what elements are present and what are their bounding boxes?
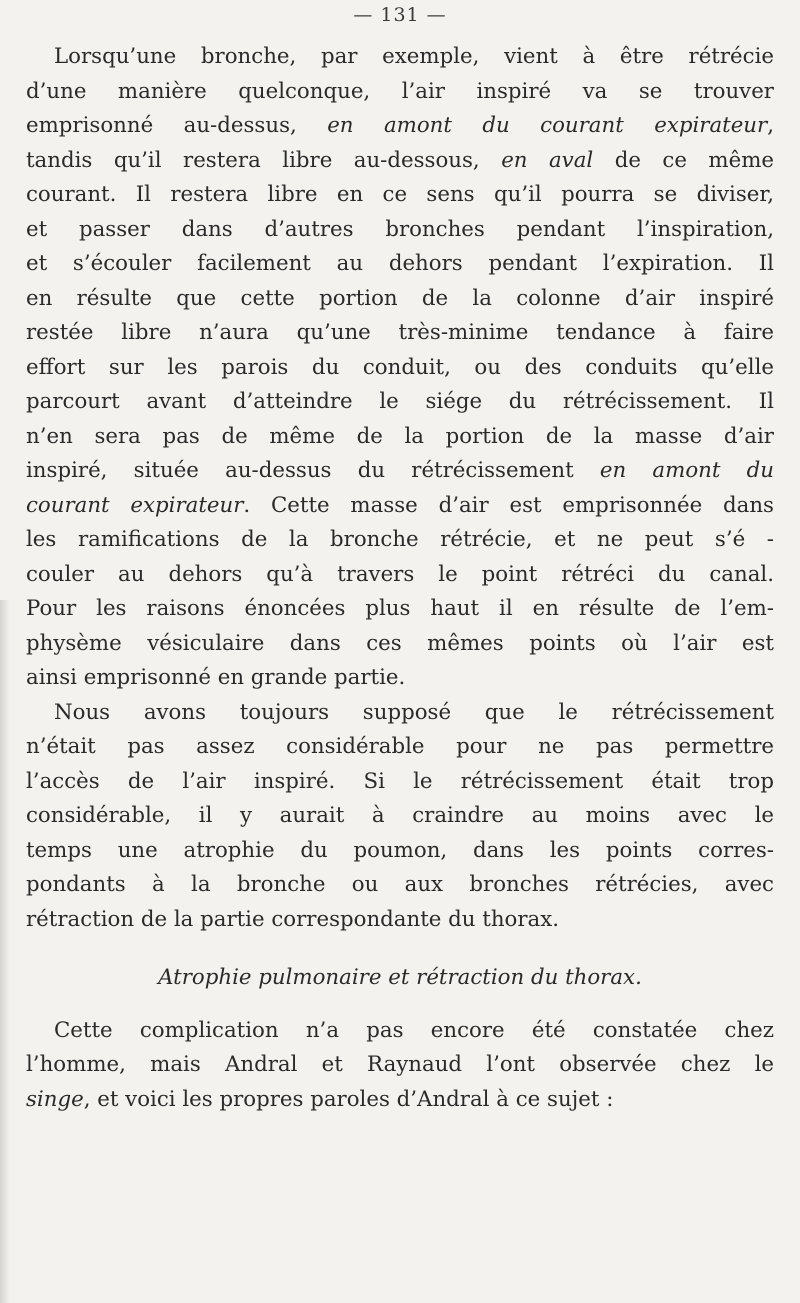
italic-phrase: courant expirateur [26, 492, 244, 518]
text-line: et passer dans d’autres bronches pendant l’inspiration, [26, 216, 774, 242]
text-line: l’homme, mais Andral et Raynaud l’ont observée chez le [26, 1052, 774, 1077]
text-line: considérable, il y aurait à craindre au moins avec le [26, 803, 774, 828]
page-number: — 131 — [353, 4, 447, 26]
text-line [26, 144, 774, 179]
text-span: emprisonné au-dessus, [26, 113, 328, 138]
text-line: restée libre n’aura qu’une très-minime tendance à faire [26, 320, 774, 345]
text-line: temps une atrophie du poumon, dans les points corres- [26, 837, 774, 863]
text-line: Nous avons toujours supposé que le rétrécissement [54, 699, 774, 725]
section-heading: Atrophie pulmonaire et rétraction du thorax. [158, 965, 642, 990]
text-line: les ramifications de la bronche rétrécie, et ne peut s’é - [26, 527, 774, 552]
text-line: pondants à la bronche ou aux bronches rétrécies, avec [26, 872, 774, 897]
text-span: tandis qu’il restera libre au-dessous, [26, 147, 502, 173]
italic-phrase: en aval [501, 147, 594, 173]
text-span: , [767, 113, 774, 138]
paragraph-3 [26, 1014, 774, 1118]
text-line: l’accès de l’air inspiré. Si le rétrécissement était trop [26, 768, 774, 794]
text-line [26, 489, 774, 524]
page-gutter-shadow [0, 600, 10, 1303]
text-line: Cette complication n’a pas encore été constatée chez [54, 1017, 774, 1043]
text-line: courant. Il restera libre en ce sens qu’il pourra se diviser, [26, 182, 774, 207]
text-line [26, 454, 774, 489]
text-line [26, 1083, 774, 1118]
text-line: d’une manière quelconque, l’air inspiré va se trouver [26, 78, 774, 104]
text-line: n’était pas assez considérable pour ne pas permettre [26, 734, 774, 759]
text-line: Lorsqu’une bronche, par exemple, vient à être rétrécie [54, 44, 774, 69]
text-line: et s’écouler facilement au dehors pendant l’expiration. Il [26, 251, 774, 276]
italic-phrase: en amont du [599, 458, 774, 483]
text-line: Pour les raisons énoncées plus haut il en résulte de l’em- [26, 596, 774, 621]
text-line: effort sur les parois du conduit, ou des conduits qu’elle [26, 354, 774, 380]
text-line: ainsi emprisonné en grande partie. [26, 665, 406, 690]
text-line: parcourt avant d’atteindre le siége du rétrécissement. Il [26, 389, 774, 414]
text-line: couler au dehors qu’à travers le point rétréci du canal. [26, 561, 774, 587]
paragraph-2 [26, 696, 774, 938]
paragraph-1 [26, 40, 774, 696]
text-span: . Cette masse d’air est emprisonnée dans [243, 492, 774, 518]
italic-phrase: en amont du courant expirateur [327, 113, 768, 138]
text-line [26, 109, 774, 144]
text-span: , et voici les propres paroles d’Andral à ce sujet : [83, 1086, 614, 1112]
text-line: en résulte que cette portion de la colonne d’air inspiré [26, 285, 774, 311]
italic-phrase: singe [26, 1086, 84, 1112]
text-line: physème vésiculaire dans ces mêmes points où l’air est [26, 630, 774, 656]
text-span: inspiré, située au-dessus du rétrécissement [26, 458, 600, 483]
page-body [26, 40, 774, 1117]
text-span: de ce même [593, 147, 774, 173]
text-line: rétraction de la partie correspondante du thorax. [26, 906, 560, 932]
text-line: n’en sera pas de même de la portion de la masse d’air [26, 423, 774, 449]
